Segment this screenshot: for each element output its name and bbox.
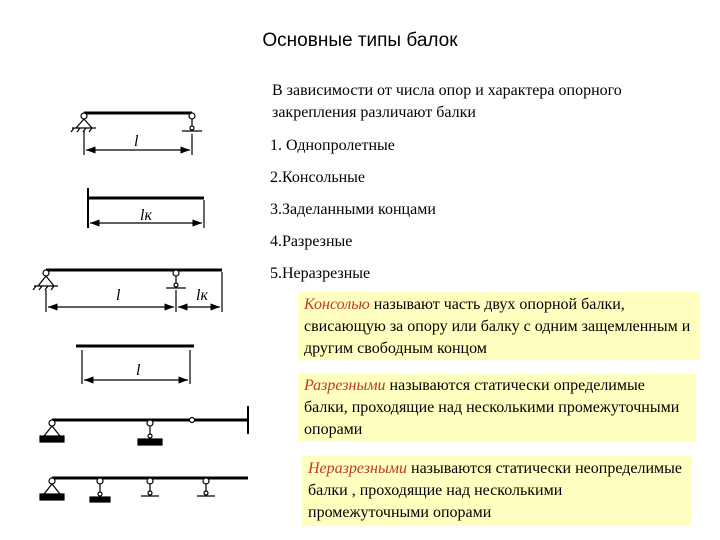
definition-cantilever-text: называют часть двух опорной балки, свисающую за опору или балку с одним защемленным и другим свободным концом	[304, 296, 691, 357]
type-item-2: 2.Консольные	[270, 169, 366, 186]
label-cantilever: lк	[140, 207, 152, 224]
term-split: Разрезными	[304, 377, 386, 394]
definition-continuous	[302, 456, 692, 526]
intro-text: В зависимости от числа опор и характера опорного закрепления различают балки	[272, 82, 622, 121]
term-cantilever: Консолью	[304, 296, 370, 313]
term-continuous: Неразрезными	[308, 460, 408, 477]
definition-continuous-text: называются статически неопределимые балки , проходящие над несколькими промежуточными опорами	[308, 460, 682, 521]
beam-fixed-ends	[76, 346, 194, 384]
type-item-1: 1. Однопролетные	[270, 137, 395, 154]
label-span-3: l	[136, 362, 141, 379]
beam-continuous	[40, 478, 248, 502]
slide-title: Основные типы балок	[262, 30, 458, 51]
label-span-2: l	[116, 287, 121, 304]
definition-cantilever	[298, 292, 700, 360]
label-span: l	[134, 133, 139, 150]
type-item-3: 3.Заделанными концами	[270, 201, 436, 218]
beam-overhang	[33, 270, 222, 312]
type-item-4: 4.Разрезные	[270, 233, 353, 250]
beam-diagrams	[0, 0, 260, 540]
beam-split	[40, 406, 248, 445]
definition-split-text: называются статически определимые балки, проходящие над несколькими промежуточными опорами	[304, 377, 680, 438]
type-item-5: 5.Неразрезные	[270, 265, 371, 282]
label-cantilever-2: lк	[196, 287, 208, 304]
definition-split	[298, 373, 696, 441]
